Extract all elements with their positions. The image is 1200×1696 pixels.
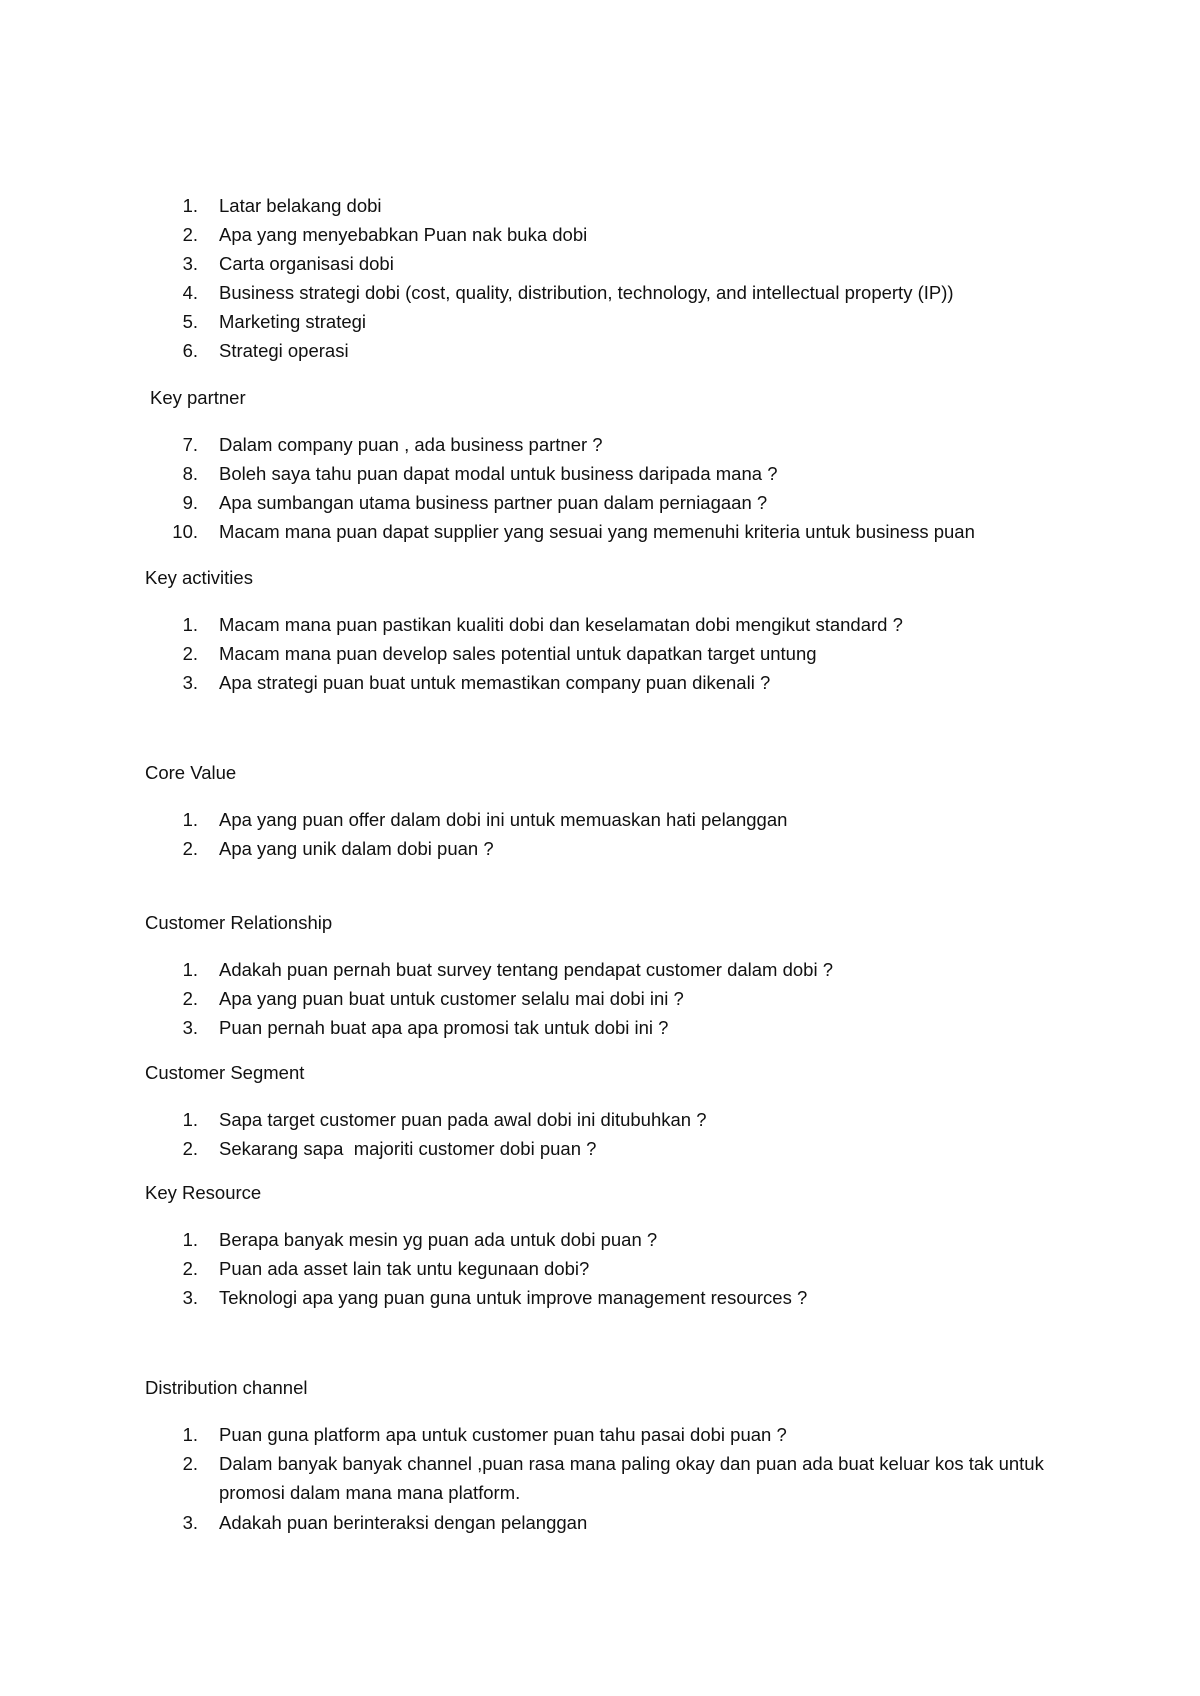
list-text: Boleh saya tahu puan dapat modal untuk business daripada mana ? (219, 463, 778, 484)
list-text: Sapa target customer puan pada awal dobi ini ditubuhkan ? (219, 1109, 707, 1130)
list-number: 7. (182, 434, 198, 455)
list-number: 1. (182, 959, 198, 980)
list-number: 1. (182, 1109, 198, 1130)
list-text: Business strategi dobi (cost, quality, distribution, technology, and intellectual property (IP)) (219, 282, 954, 303)
list-text: Apa yang puan buat untuk customer selalu mai dobi ini ? (219, 988, 684, 1009)
list-number: 2. (182, 643, 198, 664)
list-text: Puan ada asset lain tak untu kegunaan dobi? (219, 1258, 590, 1279)
section-heading: Distribution channel (145, 1377, 308, 1398)
section-heading: Key partner (150, 387, 246, 408)
list-text: Apa strategi puan buat untuk memastikan company puan dikenali ? (219, 672, 771, 693)
list-number: 3. (182, 1287, 198, 1308)
list-text: Apa yang unik dalam dobi puan ? (219, 838, 494, 859)
list-text: Macam mana puan develop sales potential untuk dapatkan target untung (219, 643, 817, 664)
list-number: 2. (182, 1138, 198, 1159)
list-number: 2. (182, 988, 198, 1009)
list-number: 2. (182, 1453, 198, 1474)
section-heading: Core Value (145, 762, 237, 783)
list-text: Puan pernah buat apa apa promosi tak untuk dobi ini ? (219, 1017, 669, 1038)
list-text: Apa sumbangan utama business partner puan dalam perniagaan ? (219, 492, 768, 513)
list-number: 3. (182, 253, 198, 274)
list-number: 2. (182, 224, 198, 245)
section-heading: Key Resource (145, 1182, 262, 1203)
list-number: 6. (182, 340, 198, 361)
list-text: Latar belakang dobi (219, 195, 382, 216)
list-text: Adakah puan berinteraksi dengan pelanggan (219, 1512, 588, 1533)
list-number: 1. (182, 195, 198, 216)
list-number: 1. (182, 809, 198, 830)
section-heading: Customer Segment (145, 1062, 305, 1083)
list-number: 1. (182, 1229, 198, 1250)
list-text: Strategi operasi (219, 340, 349, 361)
list-number: 3. (182, 672, 198, 693)
list-number: 4. (182, 282, 198, 303)
list-number: 9. (182, 492, 198, 513)
list-text: Teknologi apa yang puan guna untuk improve management resources ? (219, 1287, 808, 1308)
list-text: Marketing strategi (219, 311, 367, 332)
list-text: Carta organisasi dobi (219, 253, 394, 274)
list-number: 8. (182, 463, 198, 484)
list-number: 3. (182, 1017, 198, 1038)
list-text: Macam mana puan pastikan kualiti dobi dan keselamatan dobi mengikut standard ? (219, 614, 903, 635)
list-number: 10. (172, 521, 198, 542)
list-text: Dalam banyak banyak channel ,puan rasa mana paling okay dan puan ada buat keluar kos tak untuk promosi dalam mana mana platform. (219, 1453, 1044, 1504)
list-number: 1. (182, 1424, 198, 1445)
list-number: 3. (182, 1512, 198, 1533)
list-text: Apa yang puan offer dalam dobi ini untuk memuaskan hati pelanggan (219, 809, 788, 830)
list-text: Apa yang menyebabkan Puan nak buka dobi (219, 224, 588, 245)
list-number: 2. (182, 838, 198, 859)
list-number: 2. (182, 1258, 198, 1279)
list-number: 5. (182, 311, 198, 332)
list-number: 1. (182, 614, 198, 635)
list-text: Puan guna platform apa untuk customer puan tahu pasai dobi puan ? (219, 1424, 787, 1445)
list-text: Adakah puan pernah buat survey tentang pendapat customer dalam dobi ? (219, 959, 834, 980)
list-text: Macam mana puan dapat supplier yang sesuai yang memenuhi kriteria untuk business puan (219, 521, 975, 542)
list-text: Berapa banyak mesin yg puan ada untuk dobi puan ? (219, 1229, 658, 1250)
list-text: Sekarang sapa majoriti customer dobi puan ? (219, 1138, 597, 1159)
section-heading: Customer Relationship (145, 912, 333, 933)
list-text: Dalam company puan , ada business partner ? (219, 434, 603, 455)
section-heading: Key activities (145, 567, 253, 588)
